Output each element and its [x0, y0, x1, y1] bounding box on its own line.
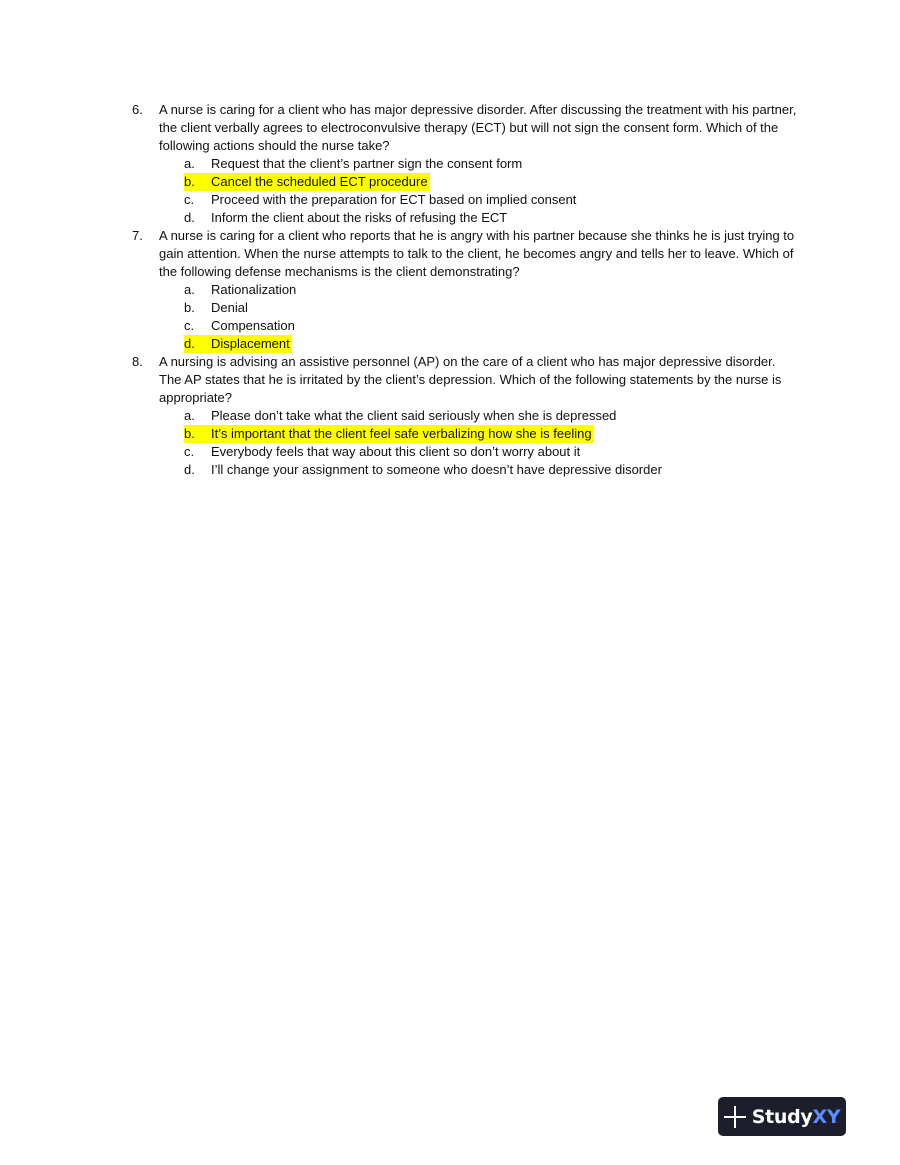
- logo-text: StudyXY: [751, 1105, 841, 1128]
- option-b-highlighted: [132, 425, 792, 443]
- highlighted-answer: d. Displacement: [184, 336, 290, 351]
- question-text: A nursing is advising an assistive personnel (AP) on the care of a client who has major depressive disorder. The AP states that he is irritated by the client’s depression. Which of the following statements by the nurse is appropriate?: [159, 354, 782, 405]
- studyxy-logo[interactable]: [718, 1097, 846, 1136]
- option-a: a. Request that the client’s partner sign the consent form: [184, 156, 523, 171]
- question-text: A nurse is caring for a client who has major depressive disorder. After discussing the treatment with his partner, the client verbally agrees to electroconvulsive therapy (ECT) but will not sign the consent form. Which of the following actions should the nurse take?: [159, 102, 797, 153]
- option-a: a. Rationalization: [184, 282, 297, 297]
- question-number: 6.: [132, 102, 143, 117]
- option-d-highlighted: [132, 335, 792, 353]
- answer-options: [132, 155, 792, 227]
- option-c: c. Everybody feels that way about this client so don’t worry about it: [184, 444, 581, 459]
- question-number: 7.: [132, 228, 143, 243]
- highlighted-answer: b. It’s important that the client feel safe verbalizing how she is feeling: [184, 426, 592, 441]
- highlighted-answer: b. Cancel the scheduled ECT procedure: [184, 174, 428, 189]
- answer-options: [132, 281, 792, 353]
- option-b: b. Denial: [184, 300, 248, 315]
- option-d: d. I’ll change your assignment to someone who doesn’t have depressive disorder: [184, 462, 662, 477]
- question-7: [132, 227, 795, 353]
- question-6: [132, 101, 797, 227]
- question-8: [132, 353, 792, 479]
- option-b-highlighted: [132, 173, 792, 191]
- option-d: d. Inform the client about the risks of refusing the ECT: [184, 210, 508, 225]
- question-text: A nurse is caring for a client who reports that he is angry with his partner because she thinks he is just trying to gain attention. When the nurse attempts to talk to the client, he becomes angry and tells her to leave. Which of the following defense mechanisms is the client demonstrating?: [159, 228, 795, 279]
- question-number: 8.: [132, 354, 143, 369]
- option-c: c. Compensation: [184, 318, 295, 333]
- answer-options: [132, 407, 792, 479]
- option-a: a. Please don’t take what the client said seriously when she is depressed: [184, 408, 617, 423]
- plus-icon: [724, 1106, 746, 1128]
- option-c: c. Proceed with the preparation for ECT based on implied consent: [184, 192, 577, 207]
